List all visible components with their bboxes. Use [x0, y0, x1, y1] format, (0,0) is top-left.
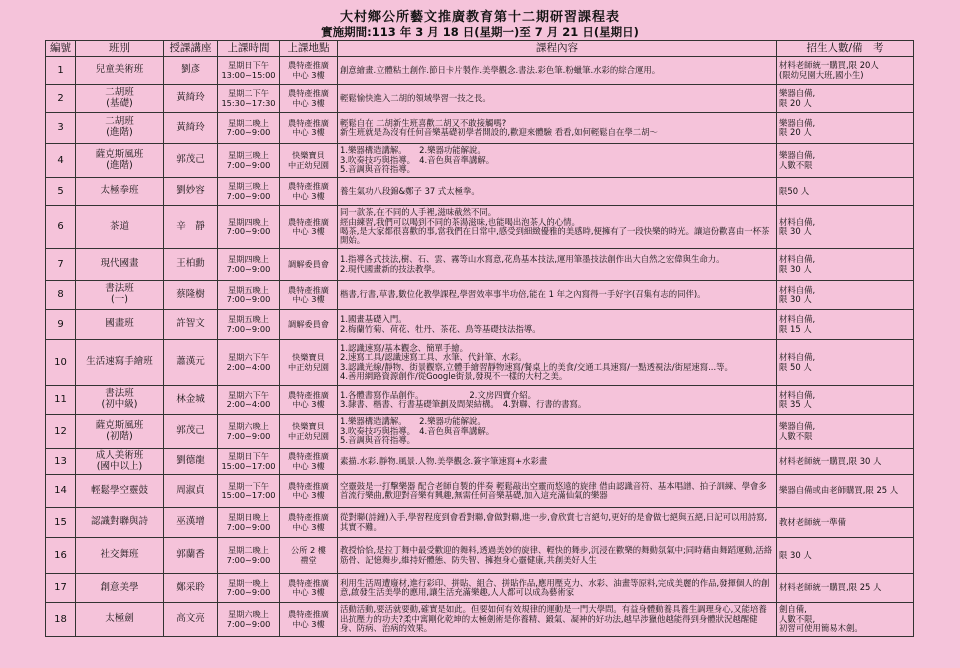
class-location: 農特產推廣 中心 3樓	[280, 85, 338, 113]
class-time: 星期二晚上 7:00~9:00	[218, 113, 280, 144]
teacher-name: 郭茂己	[164, 144, 218, 178]
class-location: 農特產推廣 中心 3樓	[280, 386, 338, 415]
enrollment-note: 限 30 人	[777, 538, 914, 574]
teacher-name: 郭茂己	[164, 415, 218, 449]
header-content: 課程內容	[338, 41, 777, 57]
course-content: 養生氣功八段錦&鄭子 37 式太極拳。	[338, 178, 777, 206]
table-row	[46, 415, 914, 449]
class-name: 二胡班 (進階)	[76, 113, 164, 144]
enrollment-note: 限50 人	[777, 178, 914, 206]
row-number: 1	[46, 57, 76, 85]
header-class: 班別	[76, 41, 164, 57]
class-name: 成人美術班 (國中以上)	[76, 449, 164, 475]
enrollment-note: 材料自備, 限 15 人	[777, 310, 914, 340]
teacher-name: 黃綺玲	[164, 113, 218, 144]
enrollment-note: 樂器自備, 人數不限	[777, 144, 914, 178]
class-name: 茶道	[76, 206, 164, 249]
class-name: 社交舞班	[76, 538, 164, 574]
row-number: 7	[46, 249, 76, 281]
class-location: 調解委員會	[280, 249, 338, 281]
row-number: 3	[46, 113, 76, 144]
row-number: 2	[46, 85, 76, 113]
table-row	[46, 57, 914, 85]
table-row	[46, 178, 914, 206]
class-name: 生活速寫手繪班	[76, 340, 164, 386]
row-number: 13	[46, 449, 76, 475]
class-name: 薩克斯風班 (初階)	[76, 415, 164, 449]
enrollment-note: 材料老師統一購買,限 25 人	[777, 574, 914, 603]
course-content: 空靈鼓是一打擊樂器 配合老師自製的伴奏 輕鬆敲出空靈而悠遠的旋律 借由認識音符、基本唱譜、拍子訓練、學會多首流行樂曲,歡迎對音樂有興趣,無需任何音樂基礎,加入這充滿仙氣的樂器	[338, 475, 777, 508]
row-number: 18	[46, 603, 76, 637]
class-time: 星期六下午 2:00~4:00	[218, 340, 280, 386]
class-location: 農特產推廣 中心 3樓	[280, 574, 338, 603]
course-content: 輕鬆自在 二胡新生班喜歡二胡又不敢接觸嗎? 新生班就是為沒有任何音樂基礎初學者開設的,歡迎來體驗 看看,如何輕鬆自在學二胡～	[338, 113, 777, 144]
table-row	[46, 206, 914, 249]
teacher-name: 蕭漢元	[164, 340, 218, 386]
class-name: 創意美學	[76, 574, 164, 603]
enrollment-note: 材料自備, 限 30 人	[777, 249, 914, 281]
table-row	[46, 538, 914, 574]
header-time: 上課時間	[218, 41, 280, 57]
class-location: 農特產推廣 中心 3樓	[280, 57, 338, 85]
course-content: 1.國畫基礎入門。 2.梅蘭竹菊、荷花、牡丹、茶花、鳥等基礎技法指導。	[338, 310, 777, 340]
course-content: 從對聯(詩鐘)入手,學習程度到會看對聯,會做對聯,進一步,會欣賞七言絕句,更好的是會做七絕與五絕,日記可以用詩寫,其實不難。	[338, 508, 777, 538]
document-period: 實施期間:113 年 3 月 18 日(星期一)至 7 月 21 日(星期日)	[321, 25, 639, 39]
table-row	[46, 310, 914, 340]
teacher-name: 王柏勳	[164, 249, 218, 281]
row-number: 6	[46, 206, 76, 249]
class-location: 農特產推廣 中心 3樓	[280, 113, 338, 144]
class-time: 星期五晚上 7:00~9:00	[218, 281, 280, 310]
enrollment-note: 劍自備, 人數不限, 初習可使用簡易木劍。	[777, 603, 914, 637]
course-content: 素描.水彩.靜物.風景.人物.美學觀念.簽字筆速寫+水彩畫	[338, 449, 777, 475]
class-location: 農特產推廣 中心 3樓	[280, 449, 338, 475]
course-content: 創意繪畫.立體粘土創作.節日卡片製作.美學觀念.書法.彩色筆.粉蠟筆.水彩的綜合運用。	[338, 57, 777, 85]
header-note: 招生人數/備 考	[777, 41, 914, 57]
class-location: 農特產推廣 中心 3樓	[280, 508, 338, 538]
teacher-name: 劉德龍	[164, 449, 218, 475]
class-name: 薩克斯風班 (進階)	[76, 144, 164, 178]
class-time: 星期二晚上 7:00~9:00	[218, 538, 280, 574]
document-title: 大村鄉公所藝文推廣教育第十二期研習課程表	[339, 10, 620, 25]
class-time: 星期一晚上 7:00~9:00	[218, 574, 280, 603]
class-time: 星期六晚上 7:00~9:00	[218, 603, 280, 637]
table-row	[46, 249, 914, 281]
class-time: 星期四晚上 7:00~9:00	[218, 206, 280, 249]
class-time: 星期日下午 13:00~15:00	[218, 57, 280, 85]
course-content: 利用生活周遭廢材,進行彩印、拼貼、組合、拼貼作品,應用壓克力、水彩、油畫等原料,完成美麗的作品,發揮個人的創意,啟發生活美學的應用,讓生活充滿樂趣,人人都可以成為藝術家	[338, 574, 777, 603]
class-name: 輕鬆學空靈鼓	[76, 475, 164, 508]
enrollment-note: 教材老師統一準備	[777, 508, 914, 538]
class-time: 星期三晚上 7:00~9:00	[218, 178, 280, 206]
teacher-name: 郭蘭香	[164, 538, 218, 574]
course-content: 1.各體書寫作品創作。 2.文房四寶介紹。 3.隸書、楷書、行書基礎筆劃及間架結構。 4.對聯、行書的書寫。	[338, 386, 777, 415]
class-name: 太極劍	[76, 603, 164, 637]
enrollment-note: 材料自備, 限 30 人	[777, 281, 914, 310]
class-location: 農特產推廣 中心 3樓	[280, 281, 338, 310]
class-name: 認識對聯與詩	[76, 508, 164, 538]
enrollment-note: 材料自備, 限 30 人	[777, 206, 914, 249]
course-content: 輕鬆愉快進入二胡的領域學習一技之長。	[338, 85, 777, 113]
row-number: 12	[46, 415, 76, 449]
row-number: 15	[46, 508, 76, 538]
teacher-name: 劉妙容	[164, 178, 218, 206]
class-name: 書法班 (一)	[76, 281, 164, 310]
class-time: 星期日晚上 7:00~9:00	[218, 508, 280, 538]
course-content: 1.認識速寫/基本觀念、簡單手繪。 2.速寫工具/認識速寫工具、水筆、代針筆、水彩。 3.認識光線/靜物、街景觀察,立體手繪習靜物速寫/餐桌上的美食/交通工具速寫/一點透視法/街屋速寫...等。 4.善用網路資源創作/從Google街景,發現不一樣的大村之美。	[338, 340, 777, 386]
class-location: 農特產推廣 中心 3樓	[280, 178, 338, 206]
table-row	[46, 85, 914, 113]
table-row	[46, 508, 914, 538]
class-location: 快樂寶貝 中正幼兒園	[280, 340, 338, 386]
class-location: 公所 2 樓 禮堂	[280, 538, 338, 574]
class-location: 農特產推廣 中心 3樓	[280, 603, 338, 637]
teacher-name: 劉彥	[164, 57, 218, 85]
teacher-name: 巫漢增	[164, 508, 218, 538]
class-location: 農特產推廣 中心 3樓	[280, 475, 338, 508]
class-time: 星期日下午 15:00~17:00	[218, 449, 280, 475]
row-number: 14	[46, 475, 76, 508]
course-content: 同一款茶,在不同的人手裡,滋味截然不同。 經由練習,我們可以喝到不同的茶湯滋味,也能喝出泡茶人的心情。 喝茶,是大家都很喜歡的事,當我們在日常中,感受到細緻優雅的美感時,便擁有了一段快樂的時光。讓這份歡喜由一杯茶開始。	[338, 206, 777, 249]
course-content: 活動活動,要活就要動,確實是如此。但要如何有效規律的運動是一門大學問。有益身體動養具養生調理身心,又能培養出抗壓力的功夫?柔中寓剛化乾坤的太極劍術是你養精、鍛氣、凝神的好功法,越早涉獵他越能得到身體狀況越醒健身、防病、治病的效果。	[338, 603, 777, 637]
table-row	[46, 113, 914, 144]
table-row	[46, 574, 914, 603]
class-time: 星期三晚上 7:00~9:00	[218, 144, 280, 178]
table-row	[46, 144, 914, 178]
teacher-name: 周淑貞	[164, 475, 218, 508]
row-number: 11	[46, 386, 76, 415]
class-time: 星期六晚上 7:00~9:00	[218, 415, 280, 449]
enrollment-note: 樂器自備, 人數不限	[777, 415, 914, 449]
course-content: 楷書,行書,草書,數位化教學課程,學習效率事半功倍,能在 1 年之內寫得一手好字(召集有志的同伴)。	[338, 281, 777, 310]
teacher-name: 許智文	[164, 310, 218, 340]
enrollment-note: 材料自備, 限 35 人	[777, 386, 914, 415]
class-name: 二胡班 (基礎)	[76, 85, 164, 113]
header-no: 編號	[46, 41, 76, 57]
table-row	[46, 603, 914, 637]
class-time: 星期二下午 15:30~17:30	[218, 85, 280, 113]
row-number: 4	[46, 144, 76, 178]
class-location: 快樂寶貝 中正幼兒園	[280, 144, 338, 178]
class-time: 星期四晚上 7:00~9:00	[218, 249, 280, 281]
class-location: 農特產推廣 中心 3樓	[280, 206, 338, 249]
table-row	[46, 475, 914, 508]
course-content: 1.樂器構造講解。 2.樂器功能解說。 3.吹奏技巧與指導。 4.音色與音準講解。 5.音調與音符指導。	[338, 415, 777, 449]
class-time: 星期一下午 15:00~17:00	[218, 475, 280, 508]
table-row	[46, 340, 914, 386]
table-row	[46, 449, 914, 475]
class-name: 太極拳班	[76, 178, 164, 206]
teacher-name: 黃綺玲	[164, 85, 218, 113]
class-location: 調解委員會	[280, 310, 338, 340]
table-row	[46, 386, 914, 415]
header-location: 上課地點	[280, 41, 338, 57]
course-table	[45, 40, 914, 637]
teacher-name: 林金城	[164, 386, 218, 415]
enrollment-note: 材料老師統一購買,限 20人 (限幼兒園大班,國小生)	[777, 57, 914, 85]
class-location: 快樂寶貝 中正幼兒園	[280, 415, 338, 449]
header-teacher: 授課講座	[164, 41, 218, 57]
course-content: 1.樂器構造講解。 2.樂器功能解說。 3.吹奏技巧與指導。 4.音色與音準講解。 5.音調與音符指導。	[338, 144, 777, 178]
enrollment-note: 材料老師統一購買,限 30 人	[777, 449, 914, 475]
teacher-name: 鄭采聆	[164, 574, 218, 603]
class-name: 書法班 (初中級)	[76, 386, 164, 415]
row-number: 8	[46, 281, 76, 310]
class-time: 星期六下午 2:00~4:00	[218, 386, 280, 415]
enrollment-note: 材料自備, 限 50 人	[777, 340, 914, 386]
class-name: 現代國畫	[76, 249, 164, 281]
class-name: 兒童美術班	[76, 57, 164, 85]
enrollment-note: 樂器自備, 限 20 人	[777, 85, 914, 113]
course-content: 教授恰恰,是拉丁舞中最受歡迎的舞料,透過美妙的旋律、輕快的舞步,沉浸在歡樂的舞動氛氣中;同時藉由舞蹈運動,活絡筋骨、記憶舞步,維持好體態、防失智、擁抱身心靈健康,共創美好人生	[338, 538, 777, 574]
enrollment-note: 樂器自備, 限 20 人	[777, 113, 914, 144]
class-name: 國畫班	[76, 310, 164, 340]
row-number: 9	[46, 310, 76, 340]
enrollment-note: 樂器自備或由老師購買,限 25 人	[777, 475, 914, 508]
teacher-name: 高文亮	[164, 603, 218, 637]
course-content: 1.指導各式技法,樹、石、雲、霧等山水寫意,花鳥基本技法,運用筆墨技法創作出大自然之宏偉與生命力。 2.現代國畫新的技法教學。	[338, 249, 777, 281]
table-header-row	[46, 41, 914, 57]
class-time: 星期五晚上 7:00~9:00	[218, 310, 280, 340]
teacher-name: 蔡隆樹	[164, 281, 218, 310]
row-number: 10	[46, 340, 76, 386]
row-number: 17	[46, 574, 76, 603]
teacher-name: 辛 靜	[164, 206, 218, 249]
row-number: 5	[46, 178, 76, 206]
row-number: 16	[46, 538, 76, 574]
table-row	[46, 281, 914, 310]
